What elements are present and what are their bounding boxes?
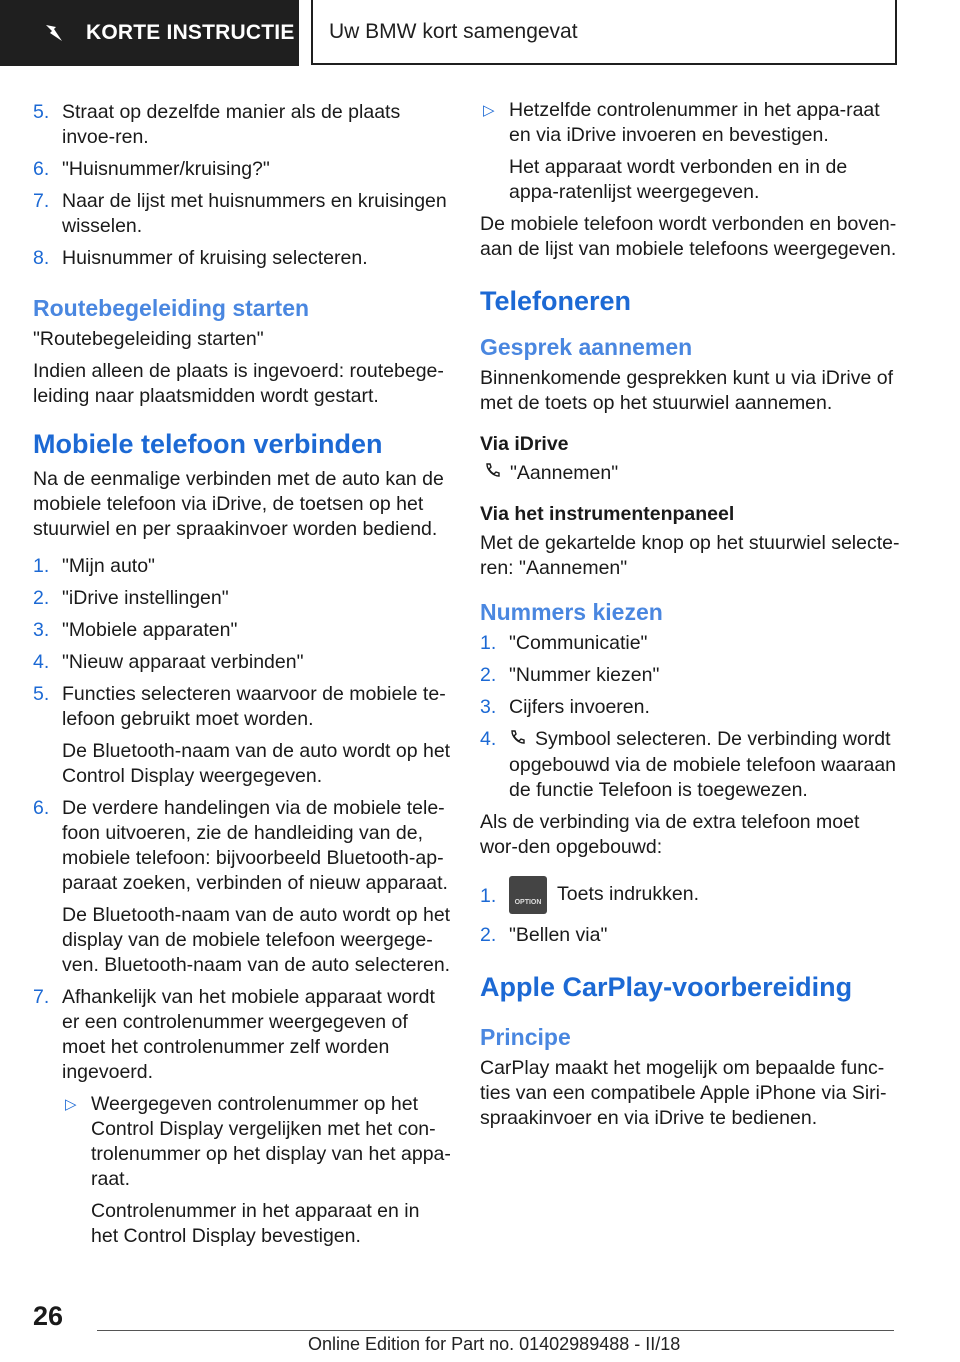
paragraph: Als de verbinding via de extra telefoon moet wor-den opgebouwd: xyxy=(480,810,860,858)
heading-carplay: Apple CarPlay-voorbereiding xyxy=(480,971,853,1002)
footer-divider xyxy=(97,1330,894,1331)
heading-connect-phone: Mobiele telefoon verbinden xyxy=(33,429,383,459)
chapter-title-box xyxy=(311,0,897,65)
paragraph: "Aannemen" xyxy=(480,461,900,486)
list-item: 1. OPTION Toets indrukken. xyxy=(480,876,900,914)
quick-reference-icon xyxy=(40,19,68,47)
paragraph: Binnenkomende gesprekken kunt u via iDrive of met de toets op het stuurwiel aannemen. xyxy=(480,367,893,414)
list-item: 2. "iDrive instellingen" xyxy=(33,587,229,609)
heading-via-instrument-panel: Via het instrumentenpaneel xyxy=(480,503,735,526)
triangle-bullet-icon: ▷ xyxy=(65,1096,77,1113)
heading-dial-numbers: Nummers kiezen xyxy=(480,599,663,626)
paragraph: De mobiele telefoon wordt verbonden en boven-aan de lijst van mobiele telefoons weergegeven. xyxy=(480,213,897,260)
section-label: KORTE INSTRUCTIE xyxy=(86,21,295,44)
paragraph: Na de eenmalige verbinden met de auto kan de mobiele telefoon via iDrive, de toetsen op het stuurwiel en per spraakinvoer worden bediend. xyxy=(33,468,444,540)
heading-via-idrive: Via iDrive xyxy=(480,433,569,455)
paragraph: CarPlay maakt het mogelijk om bepaalde func-ties van een compatibele Apple iPhone via Siri-spraakinvoer en via iDrive te bedienen. xyxy=(480,1056,887,1129)
phone-icon xyxy=(509,728,527,753)
triangle-bullet-icon: ▷ xyxy=(483,102,495,119)
list-item: 8. Huisnummer of kruising selecteren. xyxy=(33,247,368,269)
paragraph: Indien alleen de plaats is ingevoerd: routebege-leiding naar plaatsmidden wordt gestart. xyxy=(33,360,444,407)
list-item: 3. "Mobiele apparaten" xyxy=(33,619,238,641)
list-item: 5. Functies selecteren waarvoor de mobiele te-lefoon gebruikt moet worden. De Bluetooth-naam van de auto wordt op het Control Display weergegeven. xyxy=(33,683,451,787)
list-item: 4. "Nieuw apparaat verbinden" xyxy=(33,651,304,673)
heading-answer-call: Gesprek aannemen xyxy=(480,334,693,360)
list-item: 7. Naar de lijst met huisnummers en kruisingen wisselen. xyxy=(33,190,447,237)
page-header xyxy=(0,0,960,66)
extra-phone-steps-list xyxy=(480,876,900,948)
list-item: 4. Symbool selecteren. De verbinding wordt opgebouwd via de mobiele telefoon waaraan de functie Telefoon is toegewezen. xyxy=(480,728,897,801)
chapter-title: Uw BMW kort samengevat xyxy=(329,19,578,43)
list-item: ▷ Hetzelfde controlenummer in het appa-raat en via iDrive invoeren en bevestigen. xyxy=(483,99,880,146)
edition-footer: Online Edition for Part no. 01402989488 - II/18 xyxy=(308,1334,681,1354)
section-tab xyxy=(0,0,299,66)
list-item: 6. De verdere handelingen via de mobiele tele-foon uitvoeren, zie de handleiding van de, mobiele telefoon: bijvoorbeeld Bluetooth-ap-paraat zoeken, verbinden of nieuw apparaat. De Bluetooth-naam van de auto wordt op het display van de mobiele telefoon weergege-ven. Bluetooth-naam van de auto selecteren. xyxy=(33,797,451,976)
heading-principle: Principe xyxy=(480,1023,571,1050)
control-number-options xyxy=(62,1092,451,1249)
list-item: 2. "Nummer kiezen" xyxy=(480,664,660,687)
control-number-options-cont xyxy=(480,98,900,148)
paragraph: "Routebegeleiding starten" xyxy=(33,328,264,350)
list-item: 3. Cijfers invoeren. xyxy=(480,696,650,719)
paragraph: Het apparaat wordt verbonden en in de appa-ratenlijst weergegeven. xyxy=(509,156,848,203)
list-item: 2. "Bellen via" xyxy=(480,923,608,946)
paragraph: Met de gekartelde knop op het stuurwiel selecte-ren: "Aannemen" xyxy=(480,532,900,580)
list-item: ▷ Weergegeven controlenummer op het Control Display vergelijken met het con-trolenummer op het display van het appa-raat. Controlenummer in het apparaat en in het Control Display bevestigen. xyxy=(65,1093,451,1247)
dial-steps-list xyxy=(480,631,900,802)
phone-icon xyxy=(484,461,502,486)
left-column xyxy=(33,100,451,1256)
list-item: 5. Straat op dezelfde manier als de plaats invoe-ren. xyxy=(33,101,401,148)
option-button-icon: OPTION xyxy=(509,876,547,914)
heading-telefoneren: Telefoneren xyxy=(480,286,632,316)
list-item: 7. Afhankelijk van het mobiele apparaat wordt er een controlenummer weergegeven of moet het controlenummer zelf worden ingevoerd. ▷ Weergegeven controlenummer op het Control Display vergelijken met het con-trolenummer op het display van het appa-raat. Controlenummer in het apparaat en in het Control Display bevestigen. xyxy=(33,986,451,1247)
page-number: 26 xyxy=(33,1301,64,1331)
list-item: 1. "Communicatie" xyxy=(480,632,648,655)
list-item: 6. "Huisnummer/kruising?" xyxy=(33,158,270,180)
list-item: 1. "Mijn auto" xyxy=(33,555,155,577)
right-column xyxy=(480,98,900,1138)
heading-route-guidance: Routebegeleiding starten xyxy=(33,295,310,321)
connect-steps-list xyxy=(33,554,451,1249)
address-steps-list xyxy=(33,100,451,271)
